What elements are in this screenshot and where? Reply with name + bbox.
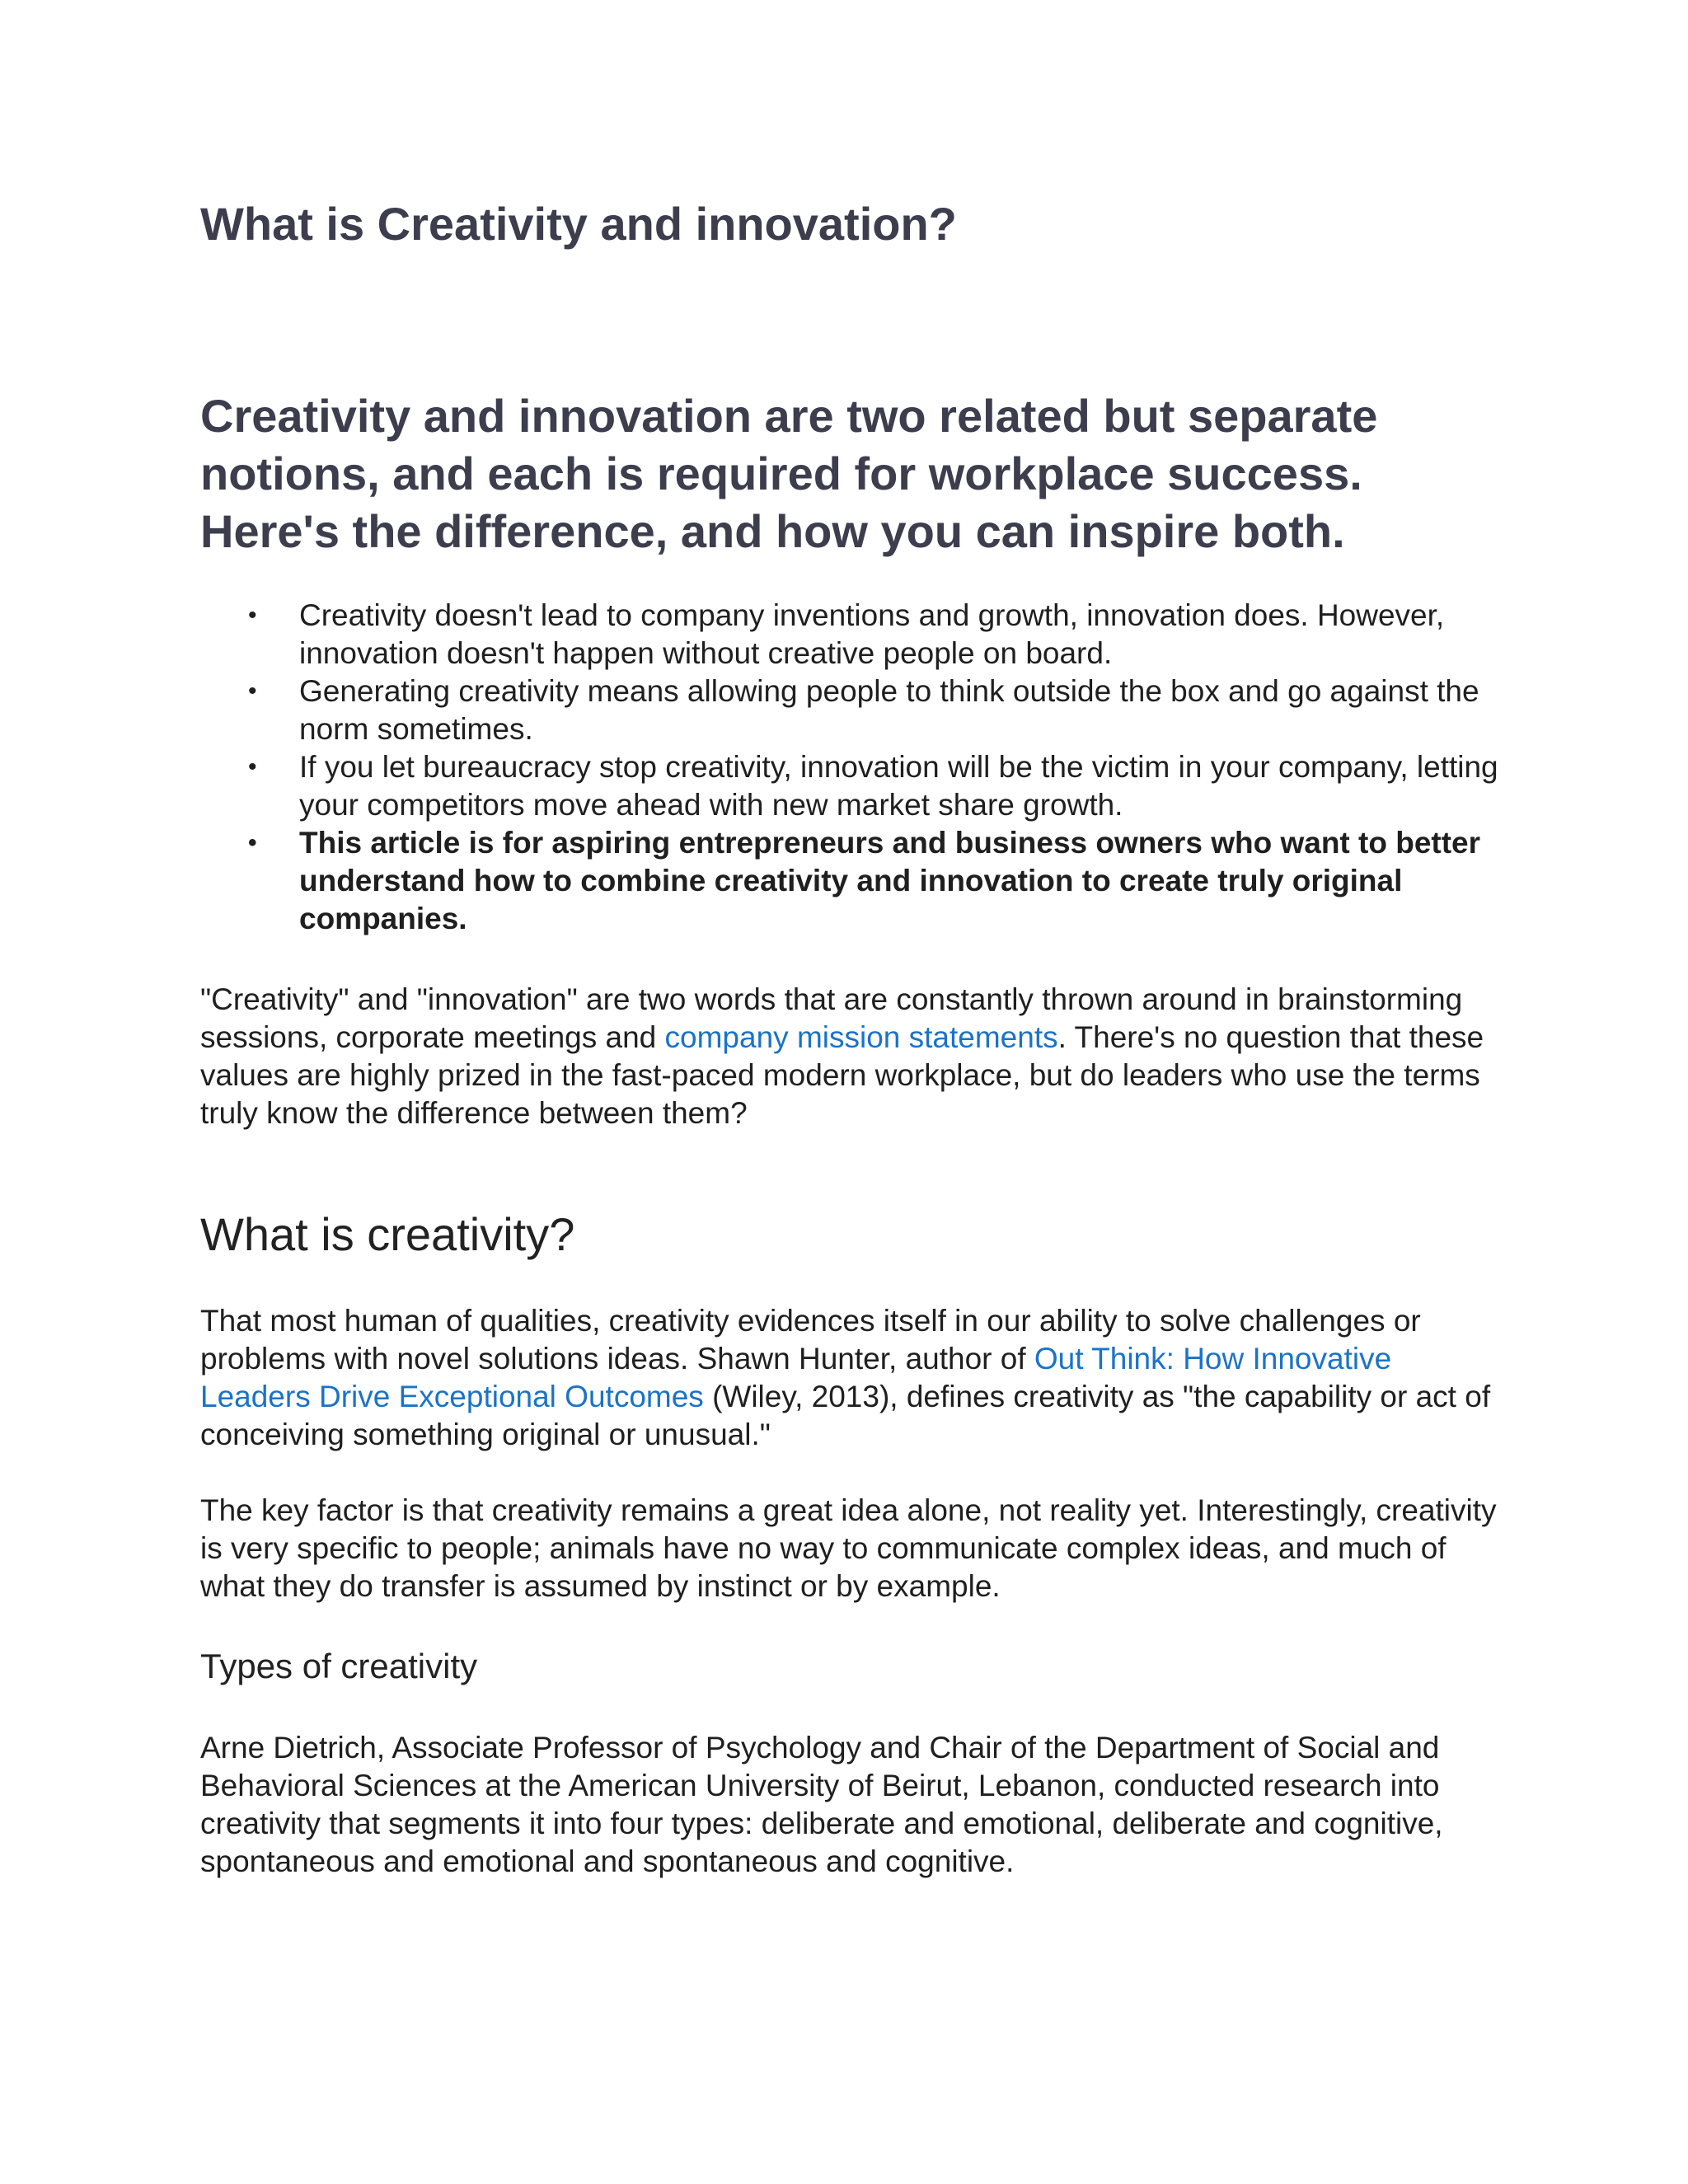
intro-text-start: "Creativity" and "innovation" are two words that are constantly thrown around in brainstorming sessions, corporate meetings and — [200, 982, 1463, 1054]
list-item-text: Generating creativity means allowing people to think outside the box and go against the norm sometimes. — [299, 674, 1479, 746]
types-paragraph-1: Arne Dietrich, Associate Professor of Psychology and Chair of the Department of Social and Behavioral Sciences at the American University of Beirut, Lebanon, conducted research into creativity that segments it into four types: deliberate and emotional, deliberate and cognitive, spontaneous and emotional and spontaneous and cognitive. — [200, 1731, 1443, 1878]
creativity-paragraph-2: The key factor is that creativity remains a great idea alone, not reality yet. Interestingly, creativity is very specific to people; animals have no way to communicate complex ideas, and much of what they do transfer is assumed by instinct or by example. — [200, 1493, 1497, 1603]
bullet-icon: • — [248, 753, 257, 780]
section-heading-types: Types of creativity — [200, 1647, 478, 1685]
intro-paragraph — [200, 981, 1503, 1132]
list-item — [200, 824, 1503, 938]
key-points-list — [200, 597, 1503, 938]
creativity-text-start: That most human of qualities, creativity evidences itself in our ability to solve challenges or problems with novel solutions ideas. Shawn Hunter, author of — [200, 1304, 1421, 1376]
company-mission-statements-link[interactable]: company mission statements — [664, 1020, 1058, 1054]
intro-text-end: . There's no question that these values are highly prized in the fast-paced modern workplace, but do leaders who use the terms truly know the difference between them? — [200, 1020, 1484, 1130]
article-subtitle: Creativity and innovation are two related but separate notions, and each is required for workplace success. Here's the difference, and how you can inspire both. — [200, 390, 1378, 557]
list-item — [200, 748, 1503, 824]
bullet-icon: • — [248, 602, 257, 629]
list-item-text: If you let bureaucracy stop creativity, innovation will be the victim in your company, letting your competitors move ahead with new market share growth. — [299, 750, 1498, 822]
list-item-text: Creativity doesn't lead to company inventions and growth, innovation does. However, innovation doesn't happen without creative people on board. — [299, 598, 1445, 670]
list-item — [200, 673, 1503, 748]
creativity-paragraph-1 — [200, 1302, 1503, 1454]
page-title: What is Creativity and innovation? — [200, 198, 957, 250]
bullet-icon: • — [248, 829, 257, 856]
list-item — [200, 597, 1503, 673]
creativity-text-end: (Wiley, 2013), defines creativity as "the capability or act of conceiving something original or unusual." — [200, 1380, 1491, 1451]
bullet-icon: • — [248, 677, 257, 705]
book-title-link[interactable]: Out Think: How Innovative Leaders Drive Exceptional Outcomes — [200, 1342, 1392, 1413]
list-item-text: This article is for aspiring entrepreneurs and business owners who want to better understand how to combine creativity and innovation to create truly original companies. — [299, 826, 1481, 935]
section-heading-creativity: What is creativity? — [200, 1208, 575, 1260]
